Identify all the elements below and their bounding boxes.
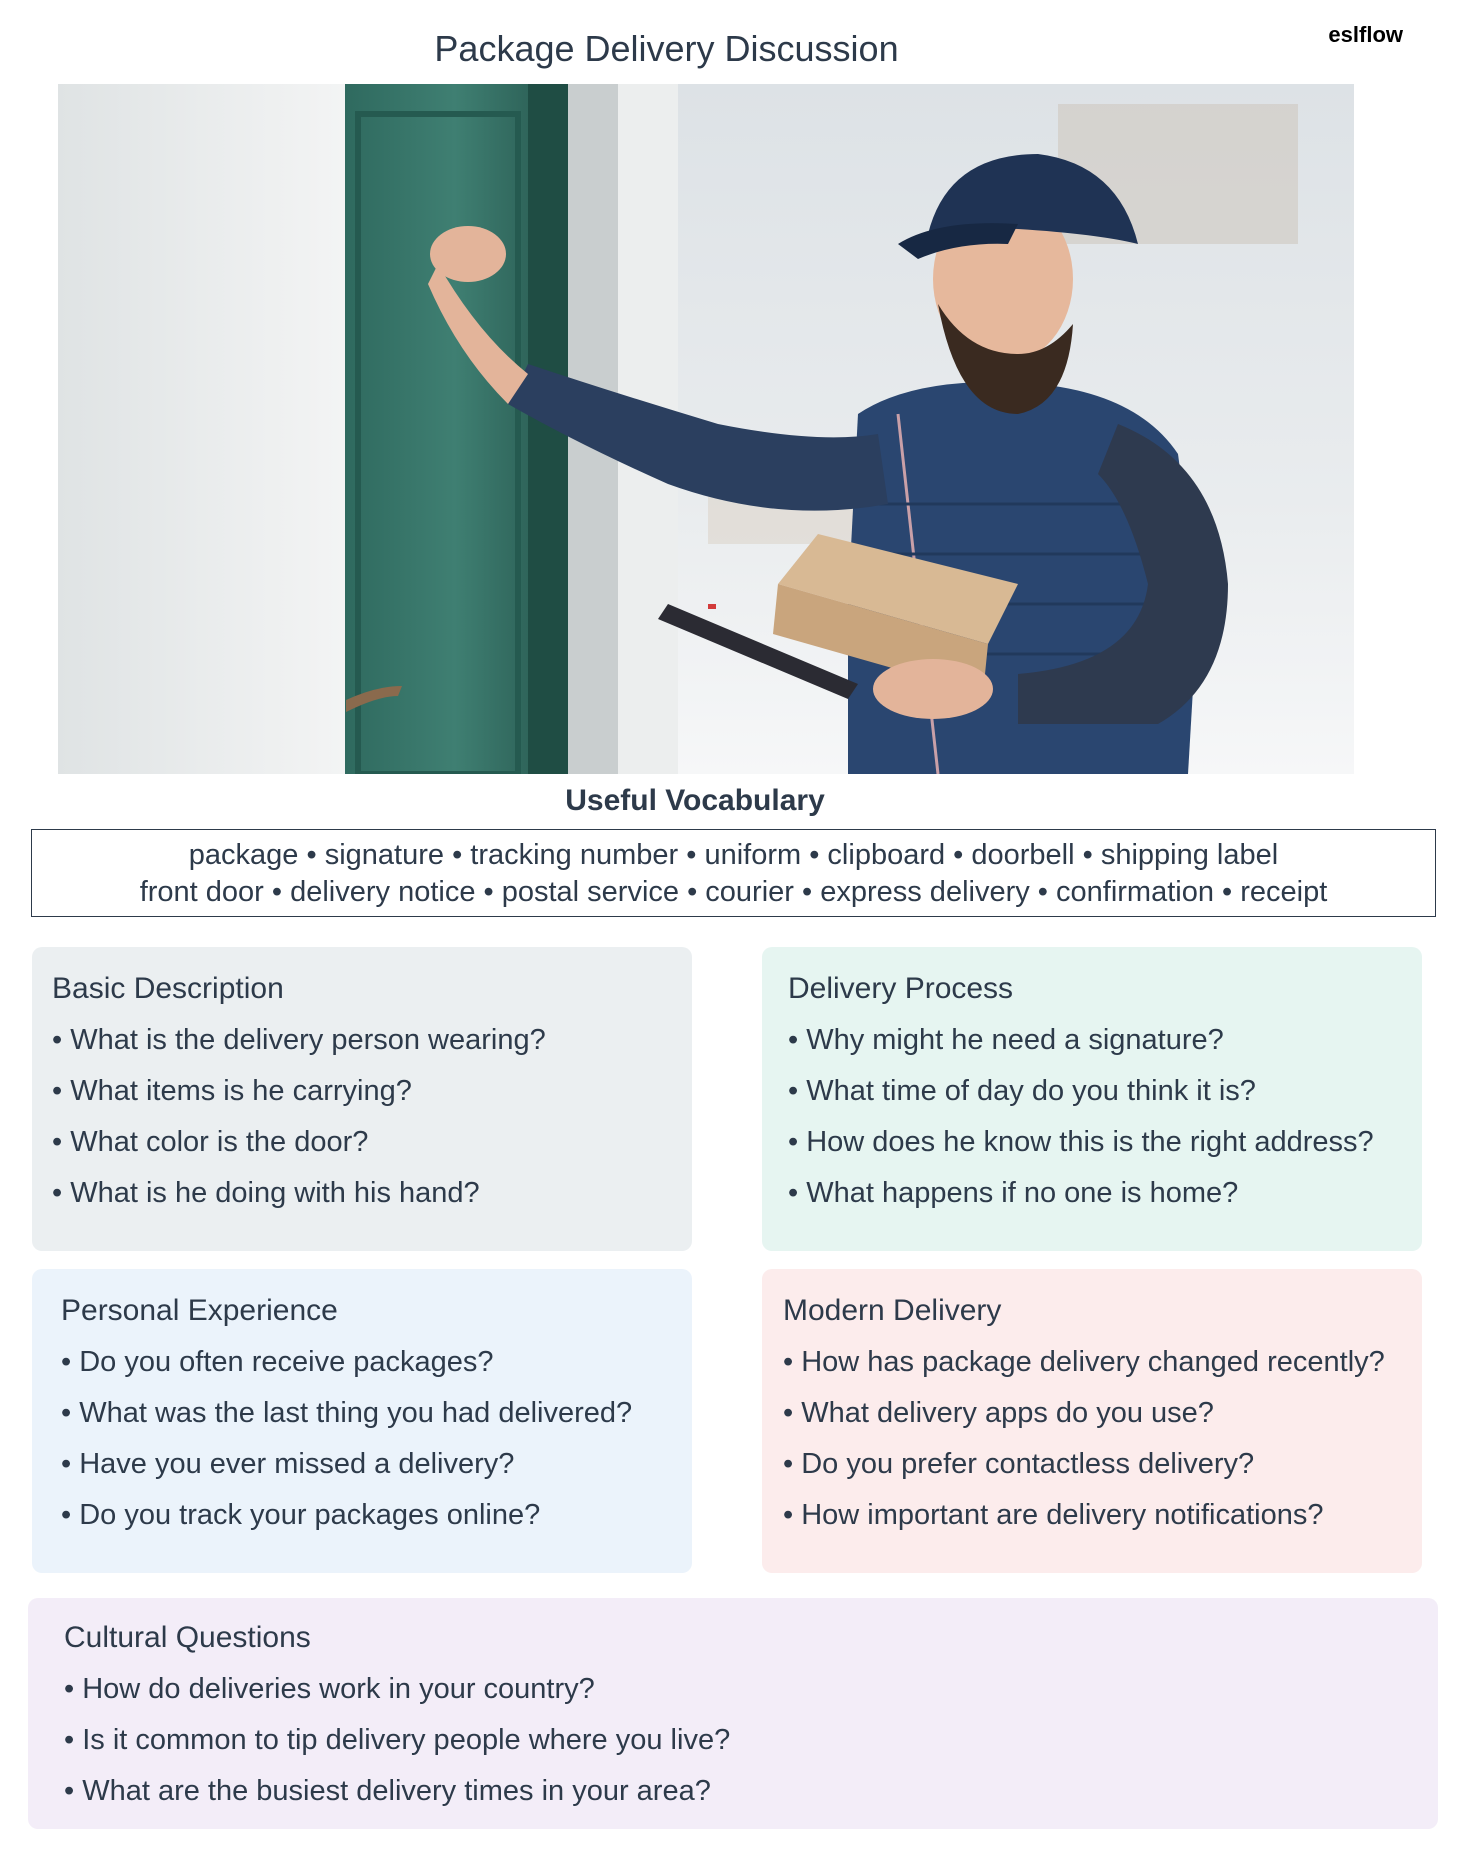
personal-experience-card — [32, 1269, 692, 1573]
question-item: • How has package delivery changed recently? — [783, 1337, 1401, 1388]
card-title: Modern Delivery — [783, 1294, 1002, 1327]
modern-delivery-card — [762, 1269, 1422, 1573]
cultural-questions-card — [28, 1598, 1438, 1829]
question-list — [64, 1664, 1402, 1817]
question-item: • How do deliveries work in your country? — [64, 1664, 1402, 1715]
question-item: • How does he know this is the right address? — [788, 1117, 1396, 1168]
brand-logo: eslflow — [1328, 22, 1403, 47]
question-list — [783, 1337, 1401, 1541]
basic-description-card — [32, 947, 692, 1251]
question-item: • Is it common to tip delivery people where you live? — [64, 1715, 1402, 1766]
question-item: • Have you ever missed a delivery? — [61, 1439, 663, 1490]
question-item: • What items is he carrying? — [52, 1066, 672, 1117]
question-item: • Do you track your packages online? — [61, 1490, 663, 1541]
vocabulary-heading: Useful Vocabulary — [565, 784, 825, 817]
question-item: • Why might he need a signature? — [788, 1015, 1396, 1066]
page-title: Package Delivery Discussion — [434, 28, 899, 69]
question-list — [788, 1015, 1396, 1219]
vocabulary-line-1: package • signature • tracking number • uniform • clipboard • doorbell • shipping label — [188, 839, 1279, 871]
question-list — [61, 1337, 663, 1541]
card-title: Basic Description — [52, 972, 284, 1005]
delivery-photo — [58, 84, 1354, 774]
question-item: • Do you prefer contactless delivery? — [783, 1439, 1401, 1490]
card-title: Delivery Process — [788, 972, 1014, 1005]
question-item: • Do you often receive packages? — [61, 1337, 663, 1388]
card-title: Cultural Questions — [64, 1621, 311, 1654]
vocabulary-line-2: front door • delivery notice • postal service • courier • express delivery • confirmation • receipt — [139, 876, 1328, 908]
question-item: • What are the busiest delivery times in your area? — [64, 1766, 1402, 1817]
delivery-process-card — [762, 947, 1422, 1251]
question-item: • What delivery apps do you use? — [783, 1388, 1401, 1439]
vocabulary-box — [31, 829, 1436, 917]
question-item: • What time of day do you think it is? — [788, 1066, 1396, 1117]
question-item: • What happens if no one is home? — [788, 1168, 1396, 1219]
question-item: • What was the last thing you had delivered? — [61, 1388, 663, 1439]
card-title: Personal Experience — [61, 1294, 338, 1327]
question-item: • What color is the door? — [52, 1117, 672, 1168]
question-item: • How important are delivery notifications? — [783, 1490, 1401, 1541]
photo-illustration — [58, 84, 1354, 774]
question-list — [52, 1015, 672, 1219]
question-item: • What is the delivery person wearing? — [52, 1015, 672, 1066]
question-item: • What is he doing with his hand? — [52, 1168, 672, 1219]
